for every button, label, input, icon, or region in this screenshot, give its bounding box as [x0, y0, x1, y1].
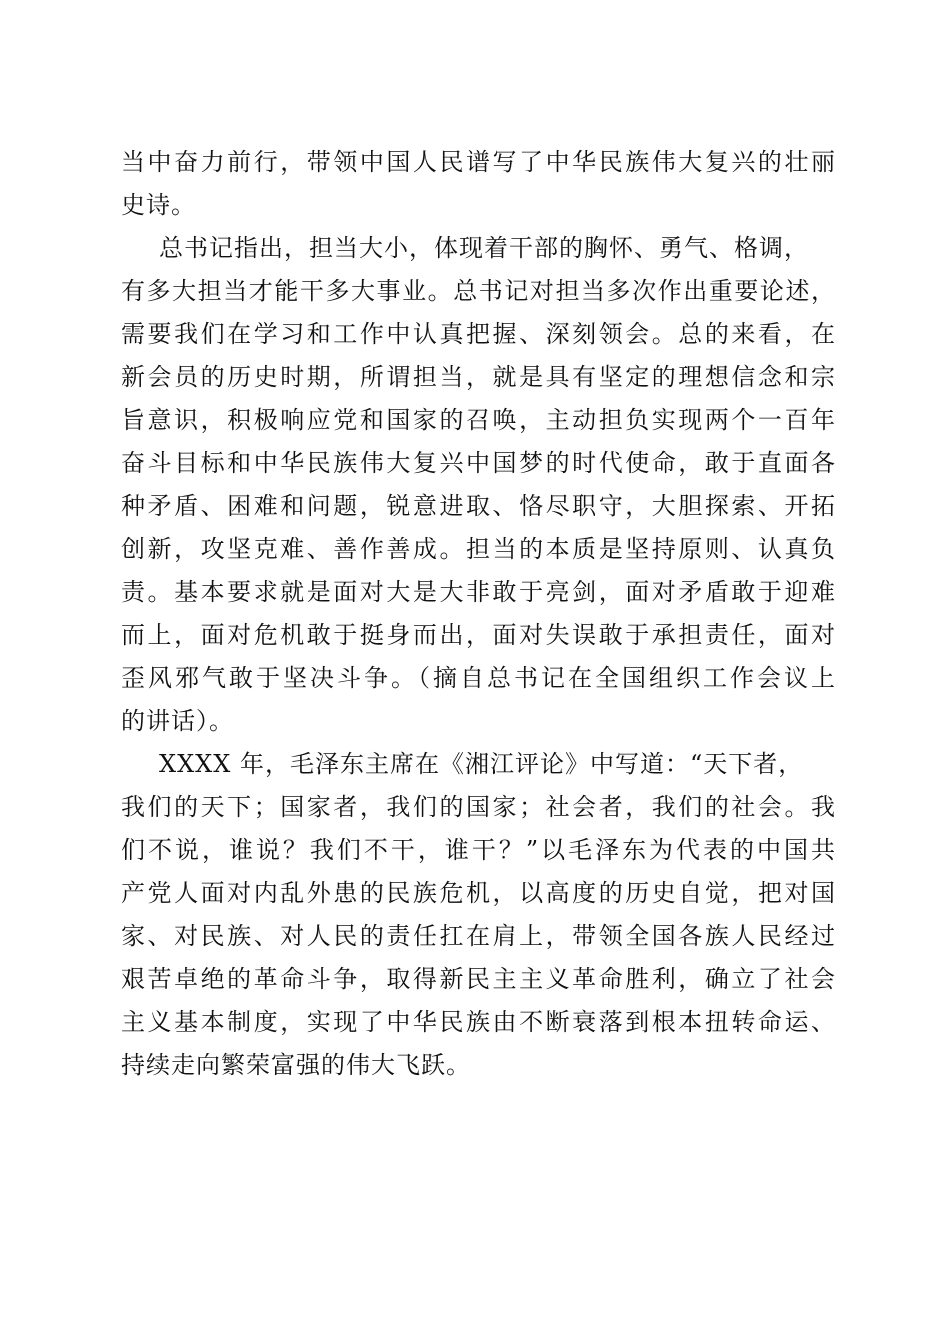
- text-line: 奋斗目标和中华民族伟大复兴中国梦的时代使命，敢于直面各: [121, 449, 836, 477]
- text-line: 持续走向繁荣富强的伟大飞跃。: [121, 1051, 471, 1079]
- text-line: 主义基本制度，实现了中华民族由不断衰落到根本扭转命运、: [121, 1008, 836, 1036]
- text-line: 产党人面对内乱外患的民族危机，以高度的历史自觉，把对国: [121, 879, 836, 907]
- text-line: 总书记指出，担当大小，体现着干部的胸怀、勇气、格调，: [159, 234, 809, 262]
- paragraph-1: [121, 141, 836, 227]
- paragraph-2: [121, 227, 836, 743]
- paragraph-3: [121, 743, 836, 1087]
- text-line: 我们的天下；国家者，我们的国家；社会者，我们的社会。我: [121, 793, 836, 821]
- text-line: 责。基本要求就是面对大是大非敢于亮剑，面对矛盾敢于迎难: [121, 578, 836, 606]
- document-body: [121, 141, 836, 1087]
- text-line: XXXX 年，毛泽东主席在《湘江评论》中写道：“天下者，: [159, 750, 804, 778]
- text-line: 新会员的历史时期，所谓担当，就是具有坚定的理想信念和宗: [121, 363, 836, 391]
- text-line: 有多大担当才能干多大事业。总书记对担当多次作出重要论述，: [121, 277, 836, 305]
- text-line: 家、对民族、对人民的责任扛在肩上，带领全国各族人民经过: [121, 922, 836, 950]
- text-line: 种矛盾、困难和问题，锐意进取、恪尽职守，大胆探索、开拓: [121, 492, 836, 520]
- text-line: 歪风邪气敢于坚决斗争。（摘自总书记在全国组织工作会议上: [121, 664, 836, 692]
- text-line: 的讲话）。: [121, 707, 234, 735]
- text-line: 艰苦卓绝的革命斗争，取得新民主主义革命胜利，确立了社会: [121, 965, 836, 993]
- text-line: 们不说，谁说？我们不干，谁干？”以毛泽东为代表的中国共: [121, 836, 836, 864]
- text-line: 而上，面对危机敢于挺身而出，面对失误敢于承担责任，面对: [121, 621, 836, 649]
- text-line: 需要我们在学习和工作中认真把握、深刻领会。总的来看，在: [121, 320, 836, 348]
- text-line: 史诗。: [121, 191, 196, 219]
- text-line: 创新，攻坚克难、善作善成。担当的本质是坚持原则、认真负: [121, 535, 836, 563]
- text-line: 旨意识，积极响应党和国家的召唤，主动担负实现两个一百年: [121, 406, 836, 434]
- text-line: 当中奋力前行，带领中国人民谱写了中华民族伟大复兴的壮丽: [121, 148, 836, 176]
